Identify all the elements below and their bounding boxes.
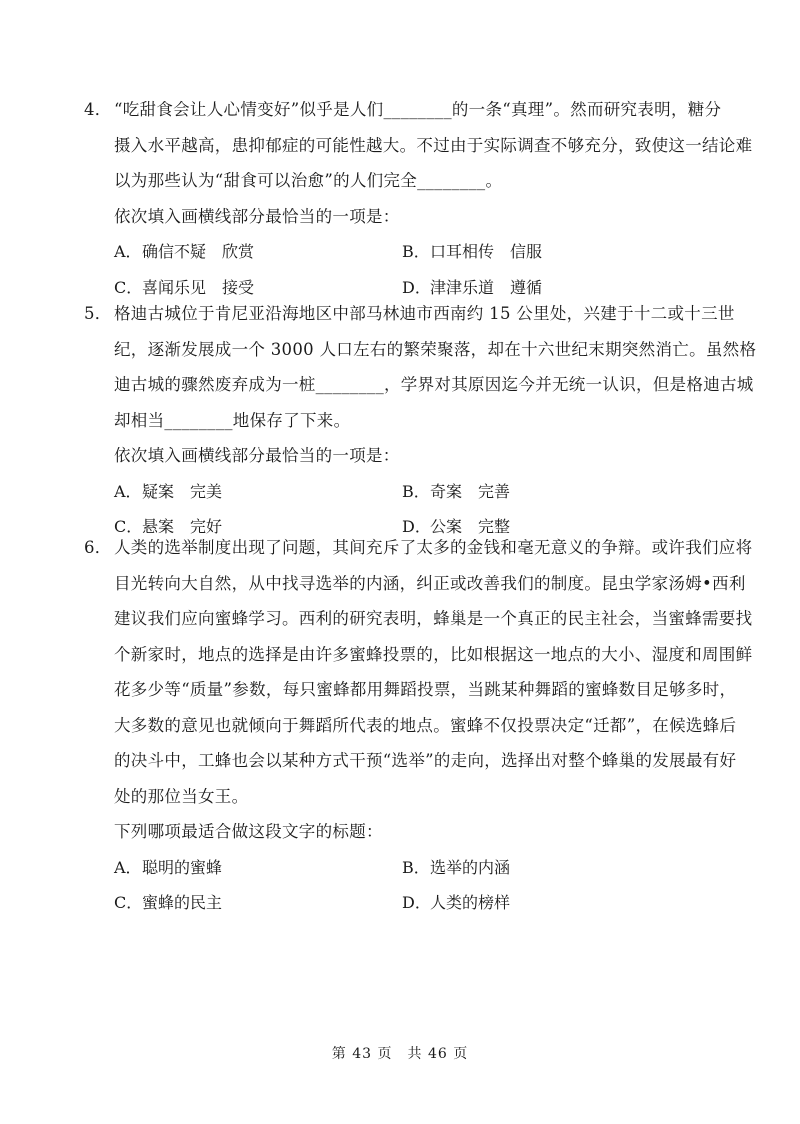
question-5-prompt: 依次填入画横线部分最恰当的一项是： <box>114 446 400 465</box>
option-c[interactable]: C．悬案 完好 <box>114 517 223 536</box>
option-c[interactable]: C．蜜蜂的民主 <box>114 893 223 912</box>
question-5-line-1: 5． 格迪古城位于肯尼亚沿海地区中部马林迪市西南约 15 公里处，兴建于十二或十三世 <box>84 296 724 332</box>
question-6-line-5: 花多少等“质量”参数，每只蜜蜂都用舞蹈投票，当跳某种舞蹈的蜜蜂数目足够多时， <box>114 680 737 699</box>
option-a[interactable]: A．疑案 完美 <box>114 481 223 501</box>
question-6-line-1: 6． 人类的选举制度出现了问题，其间充斥了太多的金钱和毫无意义的争辩。或许我们应将 <box>84 530 724 566</box>
question-5-line-3: 迪古城的骤然废弃成为一桩________，学界对其原因迄今并无统一认识，但是格迪古城 <box>114 375 754 394</box>
question-4-options <box>84 234 724 305</box>
option-a[interactable]: A．聪明的蜜蜂 <box>114 857 223 877</box>
option-b[interactable]: B．选举的内涵 <box>402 857 511 877</box>
option-d[interactable]: D．人类的榜样 <box>402 893 511 912</box>
option-b[interactable]: B．口耳相传 信服 <box>402 242 543 261</box>
question-6-line-6: 大多数的意见也就倾向于舞蹈所代表的地点。蜜蜂不仅投票决定“迁都”，在候选蜂后 <box>114 715 737 735</box>
question-5 <box>84 296 757 545</box>
option-d[interactable]: D．津津乐道 遵循 <box>402 277 543 297</box>
question-6-line-3: 建议我们应向蜜蜂学习。西利的研究表明，蜂巢是一个真正的民主社会，当蜜蜂需要找 <box>114 609 753 628</box>
question-4-line-1: 4． “吃甜食会让人心情变好”似乎是人们________的一条“真理”。然而研究表明，糖分 <box>84 92 724 128</box>
question-number: 5． <box>84 304 112 323</box>
question-6-line-4: 个新家时，地点的选择是由许多蜜蜂投票的，比如根据这一地点的大小、湿度和周围鲜 <box>114 644 753 664</box>
page-number-footer: 第 43 页 共 46 页 <box>331 1046 469 1062</box>
question-number: 4． <box>84 100 112 119</box>
question-6-options <box>84 850 724 921</box>
question-5-line-4: 却相当________地保存了下来。 <box>114 410 351 430</box>
option-b[interactable]: B．奇案 完善 <box>402 481 511 501</box>
question-6 <box>84 530 753 921</box>
question-6-prompt: 下列哪项最适合做这段文字的标题： <box>114 822 383 841</box>
question-5-line-2: 纪，逐渐发展成一个 3000 人口左右的繁荣聚落，却在十六世纪末期突然消亡。虽然格 <box>114 339 757 359</box>
option-d[interactable]: D．公案 完整 <box>402 517 511 536</box>
question-6-line-7: 的决斗中，工蜂也会以某种方式干预“选举”的走向，选择出对整个蜂巢的发展最有好 <box>114 751 737 770</box>
question-6-line-2: 目光转向大自然，从中找寻选举的内涵，纠正或改善我们的制度。昆虫学家汤姆•西利 <box>114 573 746 593</box>
question-4-line-3: 以为那些认为“甜食可以治愈”的人们完全________。 <box>114 171 503 190</box>
question-4 <box>84 92 753 305</box>
question-4-prompt: 依次填入画横线部分最恰当的一项是： <box>114 206 400 226</box>
option-a[interactable]: A．确信不疑 欣赏 <box>114 242 255 261</box>
question-number: 6． <box>84 538 112 557</box>
question-4-line-2: 摄入水平越高，患抑郁症的可能性越大。不过由于实际调查不够充分，致使这一结论难 <box>114 135 753 155</box>
option-c[interactable]: C．喜闻乐见 接受 <box>114 277 255 297</box>
question-6-line-8: 处的那位当女王。 <box>114 786 249 806</box>
